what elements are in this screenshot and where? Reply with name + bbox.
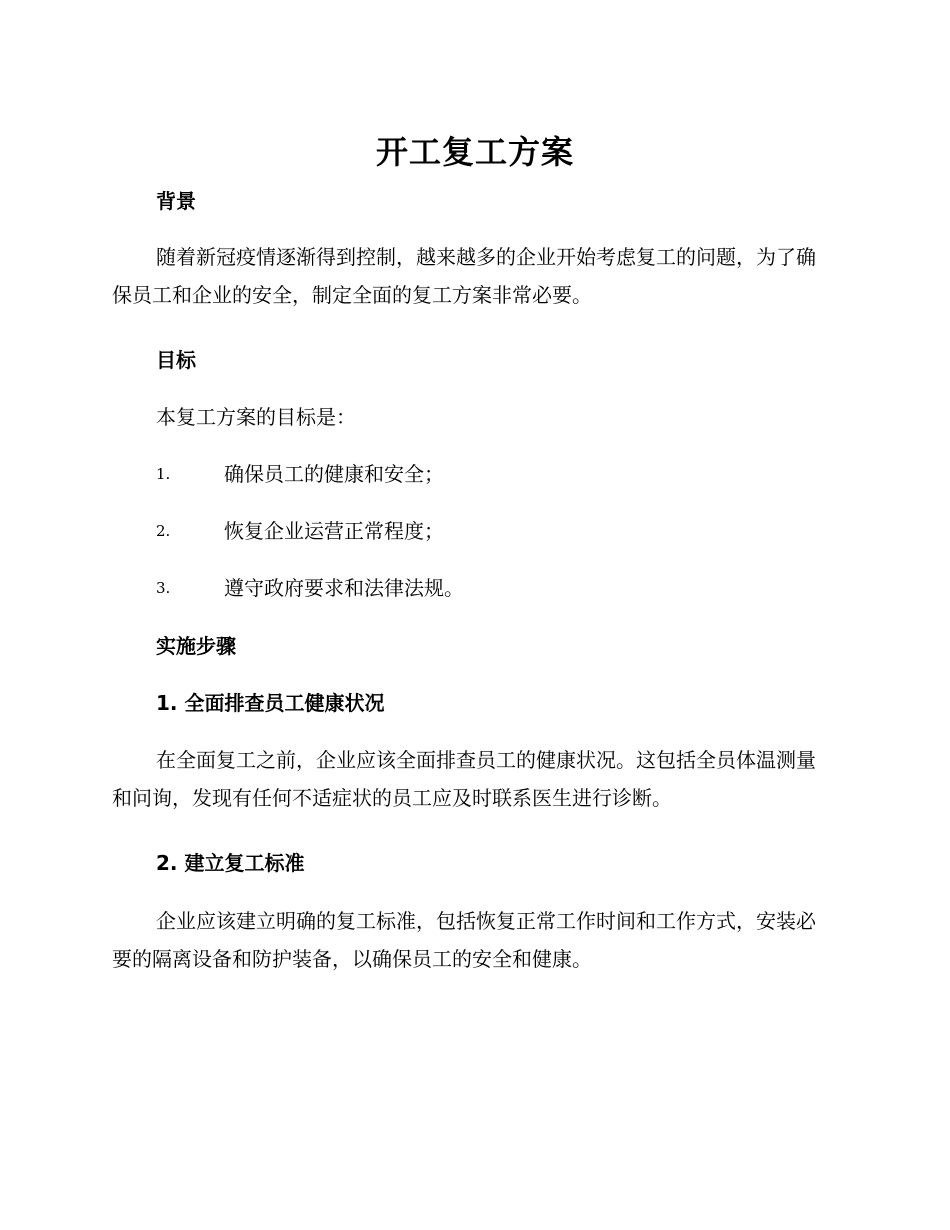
- background-paragraph: [112, 238, 830, 314]
- goal-number: 3.: [156, 579, 171, 597]
- background-text: 随着新冠疫情逐渐得到控制，越来越多的企业开始考虑复工的问题，为了确保员工和企业的安全，制定全面的复工方案非常必要。: [112, 245, 816, 307]
- step2-text: 企业应该建立明确的复工标准，包括恢复正常工作时间和工作方式，安装必要的隔离设备和防护装备，以确保员工的安全和健康。: [112, 909, 816, 971]
- step2-heading: 2. 建立复工标准: [156, 851, 305, 875]
- goals-heading: 目标: [156, 348, 196, 372]
- step1-text: 在全面复工之前，企业应该全面排查员工的健康状况。这包括全员体温测量和问询，发现有任何不适症状的员工应及时联系医生进行诊断。: [112, 748, 816, 810]
- goal-number: 2.: [156, 522, 171, 540]
- goal-text: 恢复企业运营正常程度；: [224, 519, 444, 543]
- document-title: 开工复工方案: [375, 133, 574, 171]
- goals-intro: 本复工方案的目标是：: [156, 405, 356, 429]
- goal-list-item: [156, 459, 836, 489]
- goal-text: 遵守政府要求和法律法规。: [224, 576, 464, 600]
- background-heading: 背景: [156, 189, 196, 213]
- goal-text: 确保员工的健康和安全；: [224, 462, 444, 486]
- goal-number: 1.: [156, 465, 171, 483]
- step2-paragraph: [112, 902, 830, 978]
- goal-list-item: [156, 573, 836, 603]
- step1-paragraph: [112, 741, 830, 817]
- steps-heading: 实施步骤: [156, 634, 236, 658]
- step1-heading: 1. 全面排查员工健康状况: [156, 691, 385, 715]
- goal-list-item: [156, 516, 836, 546]
